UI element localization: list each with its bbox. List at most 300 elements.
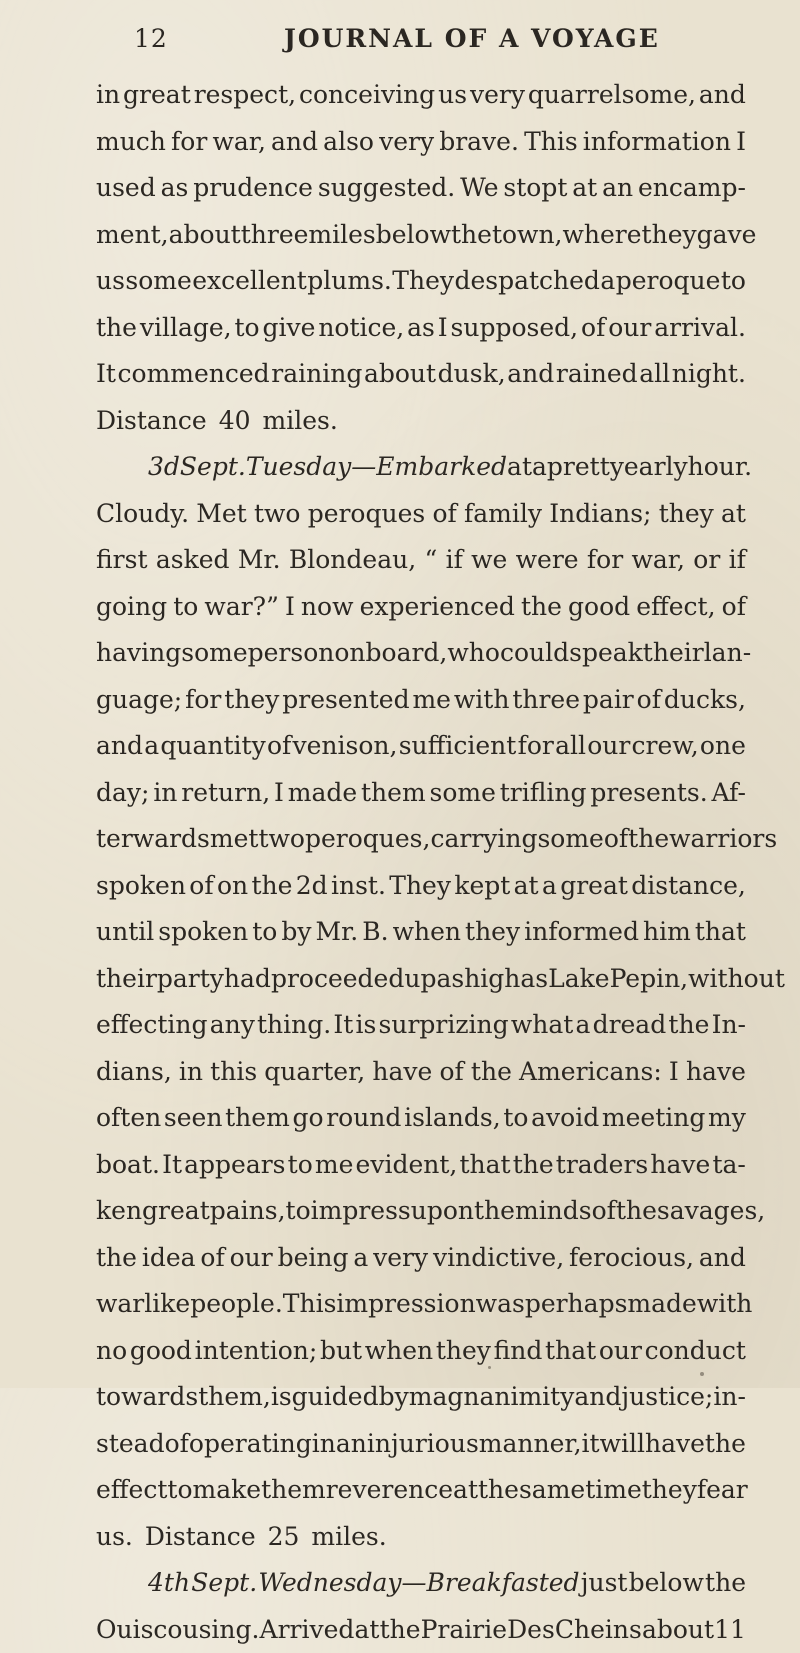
word: respect, [194,72,296,119]
word: war, [632,537,685,584]
word: It [96,351,116,398]
word: supposed, [451,305,579,352]
word: minds [515,1188,592,1235]
word: two [254,491,301,538]
word: 25 [268,1514,300,1561]
word: in [179,1049,203,1096]
word: crew, [632,723,699,770]
word: We [460,165,498,212]
word: I [736,119,746,166]
word: intention; [195,1328,318,1375]
word: presented [282,677,409,724]
word: ferocious, [569,1235,694,1282]
word: sufficient [399,723,517,770]
word: vindictive, [433,1235,564,1282]
word: encamp- [638,165,746,212]
word: information [583,119,731,166]
word: presents. [590,770,707,817]
text-line [96,630,746,677]
word: we [471,537,507,584]
word: Ouiscousing. [96,1607,259,1653]
word: injurious [367,1421,479,1468]
text-line [96,1002,746,1049]
text-line [96,305,746,352]
text-line [96,165,746,212]
word: to [503,1095,528,1142]
text-line [96,1467,746,1514]
word: terwards [96,816,210,863]
word: who [447,630,500,677]
word: for [587,537,623,584]
text-line [96,351,746,398]
word: all [555,723,586,770]
word: met [210,816,259,863]
word: first [96,537,148,584]
page-number: 12 [134,24,168,53]
word: at [507,444,532,491]
word: about [364,351,436,398]
text-line [96,1328,746,1375]
word: impression [336,1281,475,1328]
word: some [537,816,603,863]
word: gave [697,212,757,259]
word: miles. [311,1514,386,1561]
word: I [274,770,284,817]
word: In- [712,1002,746,1049]
word: town, [492,212,563,259]
word: Af- [712,770,746,817]
word: that [695,909,746,956]
page-header [0,18,800,58]
word: the [705,1560,746,1607]
word: ta- [712,1142,745,1189]
word: they [436,1328,491,1375]
word: Cheins [555,1607,642,1653]
text-line [96,1514,746,1561]
word: same [519,1467,585,1514]
word: prudence [193,165,313,212]
word: in [312,1421,336,1468]
word: return, [181,770,270,817]
word: conceiving [299,72,435,119]
text-line [96,723,746,770]
word: reverence [326,1467,453,1514]
word: upon [411,1188,474,1235]
word: trifling [500,770,587,817]
text-line [96,119,746,166]
word: Distance [145,1514,256,1561]
word: miles [308,212,375,259]
word: until [96,909,154,956]
word: dread [593,1002,667,1049]
word: hour. [688,444,752,491]
word: war, [212,119,265,166]
word: as [161,165,189,212]
word: ken [96,1188,142,1235]
word: when [393,909,461,956]
word: surprizing [379,1002,509,1049]
word: to [252,909,277,956]
word: commenced [118,351,270,398]
word: effecting [96,1002,208,1049]
word: if [729,537,746,584]
word: them, [198,1374,271,1421]
text-line [96,1281,746,1328]
word: dians, [96,1049,172,1096]
text-line [96,1095,746,1142]
word: and [271,119,318,166]
word: quarrelsome, [528,72,696,119]
word: justice; [621,1374,713,1421]
text-line [96,770,746,817]
word: of [267,723,291,770]
word: 3d [148,444,180,491]
word: 2d [296,863,328,910]
word: and [574,1374,621,1421]
word: the [96,305,137,352]
word: going [96,584,167,631]
running-title: JOURNAL OF A VOYAGE [284,24,660,53]
word: great [560,863,628,910]
word: below [376,212,451,259]
word: to [721,258,746,305]
word: lan- [704,630,751,677]
word: 11 [714,1607,746,1653]
word: our [599,1328,642,1375]
word: much [96,119,166,166]
word: him [643,909,691,956]
word: they [642,1467,697,1514]
word: an [336,1421,367,1468]
word: a [542,863,557,910]
word: “ [424,537,437,584]
word: time [585,1467,642,1514]
word: ducks, [664,677,746,724]
word: to [286,1188,311,1235]
word: boat. [96,1142,160,1189]
word: Wednesday—Breakfasted [258,1560,579,1607]
text-line [96,537,746,584]
word: us [96,258,125,305]
word: village, [140,305,232,352]
word: they [642,212,697,259]
word: Mr. [316,909,359,956]
text-line [96,1374,746,1421]
word: have [650,1142,710,1189]
text-line [96,816,746,863]
word: informed [524,909,639,956]
word: guage; [96,677,182,724]
word: great [142,1188,210,1235]
word: the [251,863,292,910]
word: in [153,770,177,817]
word: This [283,1281,337,1328]
word: pains, [210,1188,286,1235]
word: Arrived [260,1607,355,1653]
word: early [624,444,688,491]
word: when [365,1328,433,1375]
word: being [278,1235,349,1282]
word: of [581,305,605,352]
word: round [326,1095,401,1142]
word: the [478,1467,519,1514]
word: people. [190,1281,283,1328]
word: their [643,630,704,677]
word: of [592,1188,616,1235]
word: in- [713,1374,746,1421]
word: avoid [531,1095,599,1142]
word: venison, [293,723,398,770]
text-line [96,398,746,445]
word: inst. [331,863,386,910]
word: stead [96,1421,165,1468]
text-line [96,1421,746,1468]
word: spoken [158,909,248,956]
word: as [436,956,464,1003]
word: one [700,723,746,770]
word: meeting [602,1095,705,1142]
word: person [248,630,335,677]
word: proceeded [271,956,404,1003]
word: some [430,770,496,817]
word: they [224,677,279,724]
word: They [389,863,451,910]
word: Met [196,491,246,538]
word: seen [164,1095,223,1142]
word: distance, [631,863,746,910]
word: me [412,677,451,724]
word: day; [96,770,149,817]
word: had [224,956,271,1003]
word: towards [96,1374,198,1421]
word: despatched [454,258,599,305]
word: at [514,863,539,910]
word: made [627,1281,696,1328]
word: by [281,909,311,956]
word: give [263,305,316,352]
word: guided [292,1374,379,1421]
word: miles. [263,398,338,445]
word: a [144,723,159,770]
word: they [465,909,520,956]
word: that [459,1142,510,1189]
word: by [379,1374,409,1421]
word: just [581,1560,628,1607]
word: ment, [96,212,169,259]
word: the [705,1421,746,1468]
word: Des [507,1607,555,1653]
word: some [181,630,247,677]
word: asked [156,537,230,584]
word: manner, [479,1421,582,1468]
word: appears [184,1142,285,1189]
word: impress [311,1188,411,1235]
word: I [669,1049,679,1096]
word: was [476,1281,525,1328]
word: find [494,1328,543,1375]
word: evident, [356,1142,458,1189]
word: the [628,816,669,863]
word: operating [189,1421,312,1468]
word: arrival. [654,305,746,352]
word: at [721,491,746,538]
word: of [165,1421,189,1468]
word: for [518,723,554,770]
word: the [513,1142,554,1189]
word: as [407,305,435,352]
text-line [96,909,746,956]
word: carrying [430,816,537,863]
paper-speck [700,1372,704,1376]
word: magnanimity [409,1374,575,1421]
word: the [380,1607,421,1653]
word: our [608,305,651,352]
word: our [587,723,630,770]
word: an [602,165,633,212]
word: 40 [219,398,251,445]
word: will [600,1421,645,1468]
word: pretty [547,444,624,491]
word: now [301,584,354,631]
word: very [470,72,525,119]
word: on [217,863,248,910]
word: up [404,956,436,1003]
word: my [708,1095,746,1142]
word: to [288,1142,313,1189]
word: Cloudy. [96,491,189,538]
word: us [438,72,467,119]
word: some [125,258,191,305]
word: Indians; [549,491,651,538]
text-line [96,863,746,910]
word: speak [569,630,643,677]
word: at [453,1467,478,1514]
word: thing. [257,1002,331,1049]
text-line [96,1560,746,1607]
word: of [439,1049,463,1096]
word: Distance [96,398,207,445]
word: is [356,1002,377,1049]
word: of [722,584,746,631]
word: used [96,165,156,212]
word: perhaps [525,1281,628,1328]
word: all [639,351,670,398]
word: fear [697,1467,748,1514]
word: made [288,770,357,817]
word: two [258,816,305,863]
word: experienced [360,584,515,631]
word: our [230,1235,273,1282]
word: the [668,1002,709,1049]
word: to [173,584,198,631]
word: Tuesday—Embarked [246,444,507,491]
word: with [697,1281,753,1328]
word: at [355,1607,380,1653]
word: Pepin, [610,956,689,1003]
word: could [500,630,569,677]
word: a [575,1002,590,1049]
word: without [688,956,785,1003]
word: This [524,119,578,166]
word: this [210,1049,257,1096]
word: notice, [318,305,404,352]
word: no [96,1328,127,1375]
word: excellent [192,258,307,305]
word: of [189,863,213,910]
word: they [659,491,714,538]
word: night. [672,351,746,398]
word: rained [556,351,638,398]
word: spoken [96,863,186,910]
word: on [334,630,365,677]
word: It [162,1142,182,1189]
word: the [474,1188,515,1235]
word: a [532,444,547,491]
text-line [96,1049,746,1096]
word: Sept. [180,444,246,491]
paper-speck [488,1366,491,1369]
text-line [96,956,746,1003]
word: peroque [616,258,721,305]
word: them [361,770,426,817]
word: effect [96,1467,167,1514]
word: great [123,72,191,119]
word: them [261,1467,326,1514]
word: to [235,305,260,352]
word: peroques, [305,816,430,863]
word: traders [556,1142,648,1189]
word: board, [366,630,448,677]
word: islands, [404,1095,501,1142]
word: I [438,305,448,352]
word: It [333,1002,353,1049]
text-line [96,677,746,724]
text-line [96,212,746,259]
word: brave. [439,119,519,166]
word: of [604,816,628,863]
word: of [432,491,456,538]
word: any [210,1002,255,1049]
word: party [157,956,224,1003]
word: Blondeau, [289,537,416,584]
word: I [285,584,295,631]
word: stopt [503,165,567,212]
word: idea [142,1235,196,1282]
word: family [464,491,542,538]
word: have [645,1421,705,1468]
word: were [516,537,579,584]
word: effect, [636,584,715,631]
word: if [446,537,463,584]
text-line [96,1607,746,1653]
word: plums. [307,258,392,305]
word: Prairie [421,1607,507,1653]
word: suggested. [318,165,455,212]
word: conduct [645,1328,746,1375]
word: is [271,1374,292,1421]
word: of [637,677,661,724]
word: the [521,584,562,631]
word: Americans: [519,1049,662,1096]
word: pair [583,677,634,724]
word: three [241,212,309,259]
word: the [451,212,492,259]
word: us. [96,1514,133,1561]
word: for [171,119,207,166]
word: and [699,1235,746,1282]
word: Sept. [191,1560,257,1607]
word: having [96,630,181,677]
